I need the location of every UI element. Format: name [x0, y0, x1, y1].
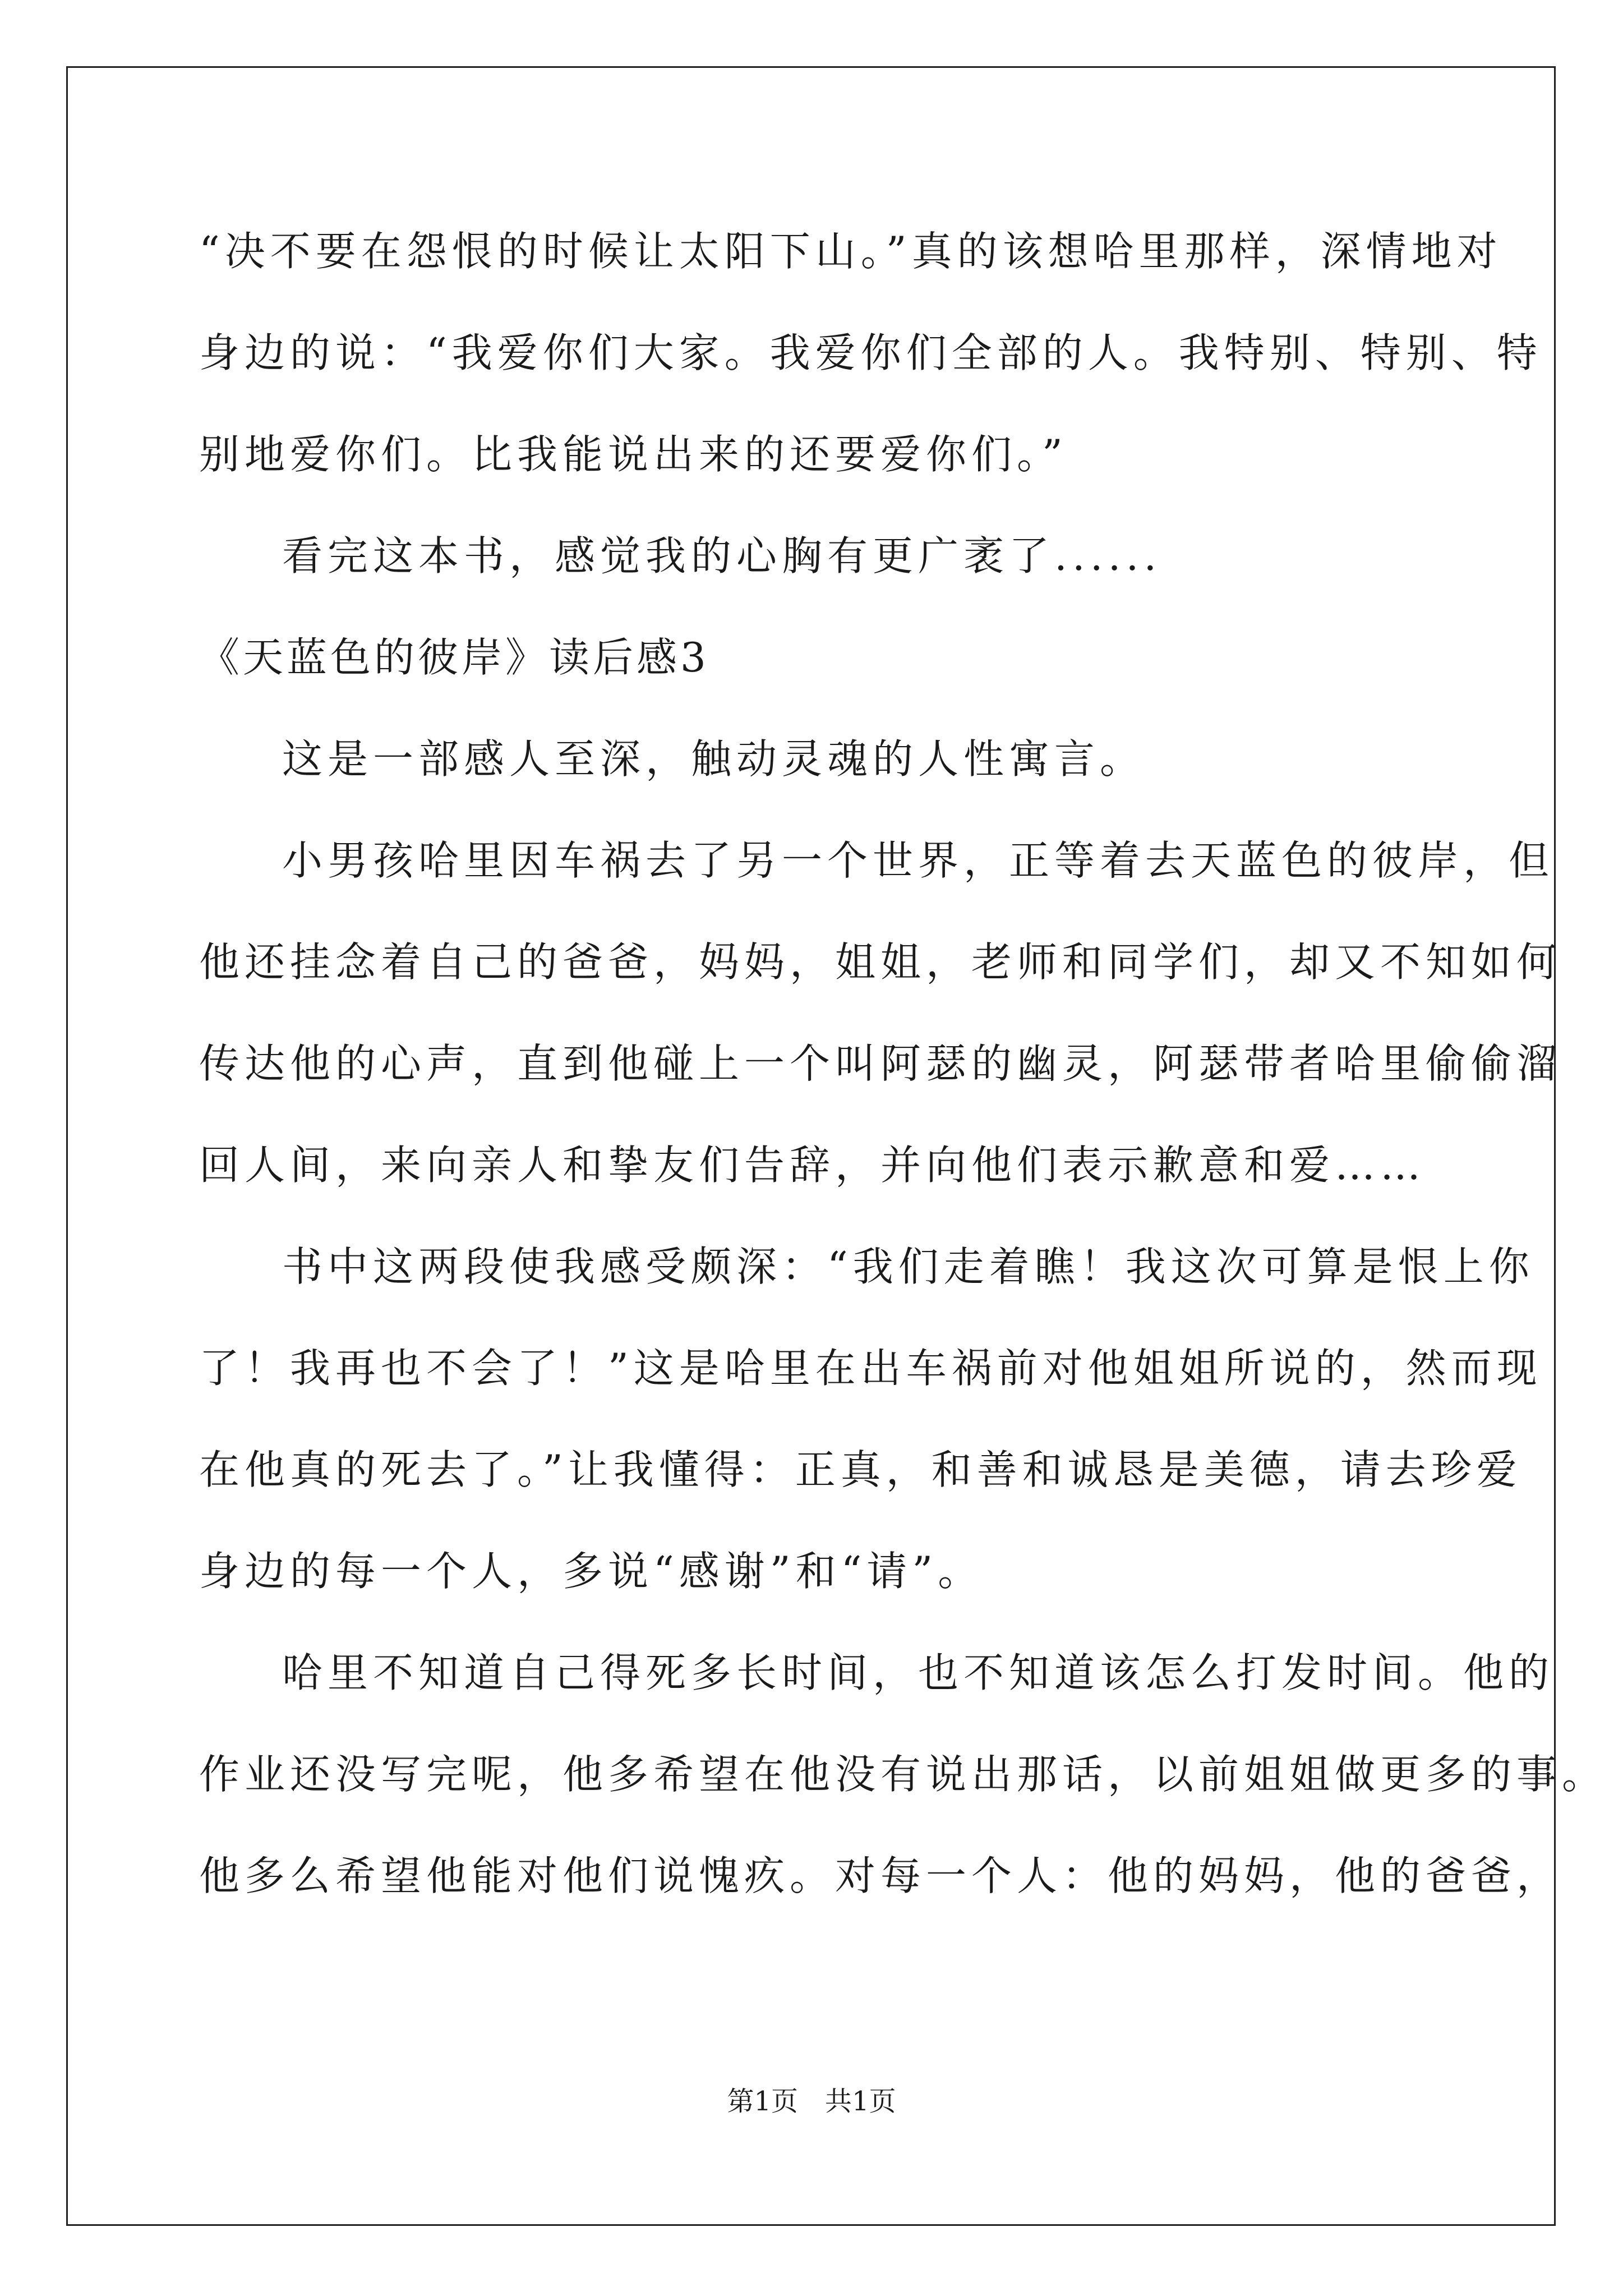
paragraph-line: 作业还没写完呢，他多希望在他没有说出那话，以前姐姐做更多的事。	[199, 1751, 1608, 1798]
paragraph-line: “决不要在怨恨的时候让太阳下山。”真的该想哈里那样，深情地对	[199, 228, 1502, 275]
paragraph-line: 别地爱你们。比我能说出来的还要爱你们。”	[199, 431, 1068, 478]
paragraph-line: 看完这本书，感觉我的心胸有更广袤了......	[282, 532, 1162, 579]
paragraph-line: 他多么希望他能对他们说愧疚。对每一个人：他的妈妈，他的爸爸，	[199, 1852, 1562, 1899]
paragraph-line: 传达他的心声，直到他碰上一个叫阿瑟的幽灵，阿瑟带者哈里偷偷溜	[199, 1040, 1562, 1087]
paragraph-line: 哈里不知道自己得死多长时间，也不知道该怎么打发时间。他的	[282, 1649, 1555, 1696]
paragraph-line: 在他真的死去了。”让我懂得：正真，和善和诚恳是美德，请去珍爱	[199, 1446, 1522, 1493]
paragraph-line: 身边的说：“我爱你们大家。我爱你们全部的人。我特别、特别、特	[199, 329, 1542, 376]
section-heading: 《天蓝色的彼岸》读后感3	[199, 634, 709, 681]
paragraph-line: 他还挂念着自己的爸爸，妈妈，姐姐，老师和同学们，却又不知如何	[199, 938, 1562, 986]
document-body	[199, 218, 1608, 1944]
paragraph-line: 这是一部感人至深，触动灵魂的人性寓言。	[282, 735, 1146, 783]
paragraph-line: 了！我再也不会了！”这是哈里在出车祸前对他姐姐所说的，然而现	[199, 1345, 1542, 1392]
paragraph-line: 回人间，来向亲人和挚友们告辞，并向他们表示歉意和爱……	[199, 1142, 1426, 1189]
paragraph-line: 身边的每一个人，多说“感谢”和“请”。	[199, 1548, 984, 1595]
paragraph-line: 书中这两段使我感受颇深：“我们走着瞧！我这次可算是恨上你	[282, 1243, 1534, 1290]
paragraph-line: 小男孩哈里因车祸去了另一个世界，正等着去天蓝色的彼岸，但	[282, 837, 1555, 884]
page-footer: 第1页 共1页	[727, 2086, 896, 2117]
